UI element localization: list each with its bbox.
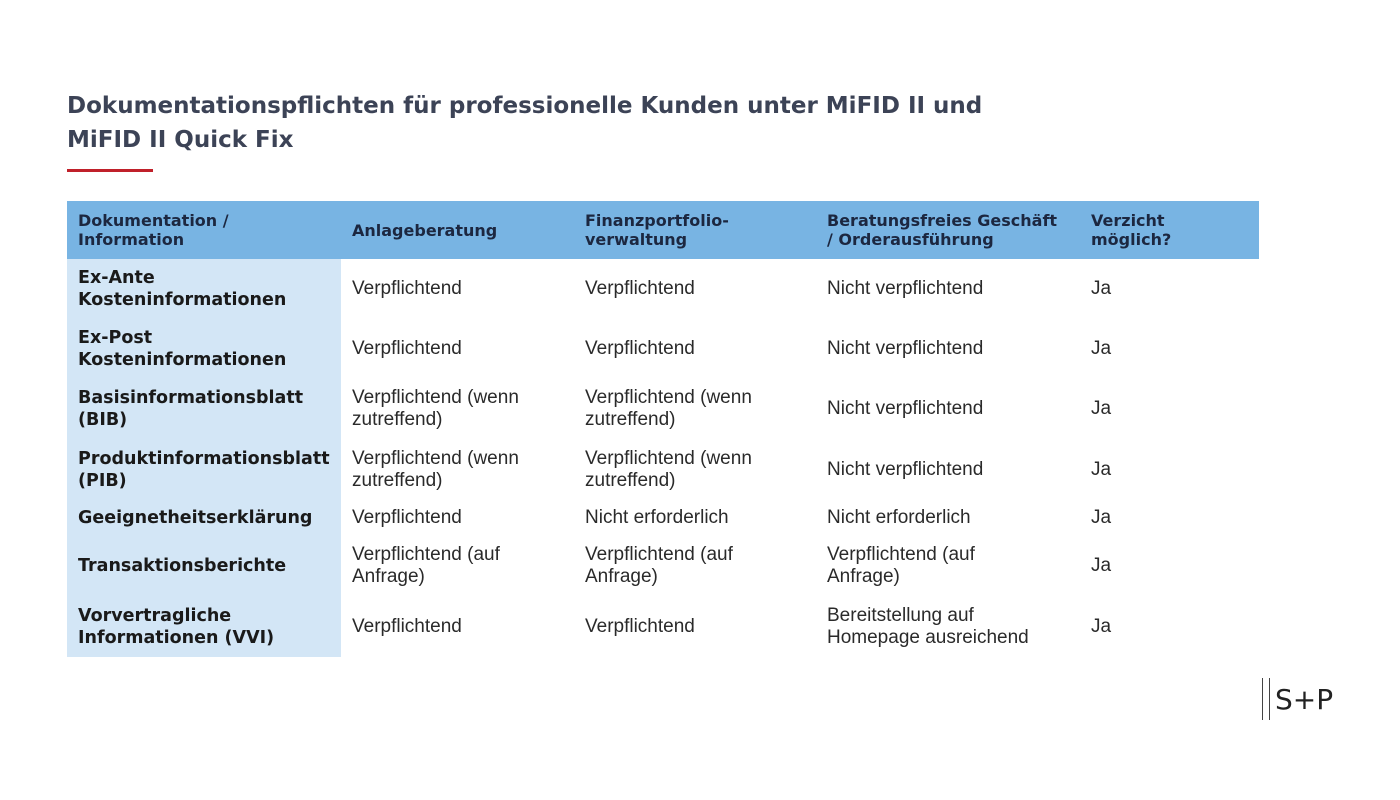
- table-cell: [1080, 500, 1259, 535]
- table-cell-text: Nicht verpflichtend: [827, 278, 984, 299]
- table-row: [67, 596, 1259, 657]
- table-cell-text: Verpflichtend: [352, 615, 462, 637]
- table-cell-text: Ja: [1091, 278, 1112, 299]
- column-header-text: Verzicht: [1091, 211, 1165, 230]
- column-header-text: möglich?: [1091, 230, 1172, 249]
- slide-title: [67, 89, 1007, 157]
- table-cell-text: Verpflichtend: [585, 615, 695, 637]
- row-label-text: Kosteninformationen: [78, 350, 287, 370]
- column-header: [67, 201, 341, 259]
- table-cell: [341, 379, 574, 439]
- table-cell: [816, 259, 1080, 319]
- table-cell-text: Ja: [1091, 506, 1112, 528]
- table-cell-text: Ja: [1091, 554, 1112, 576]
- table-cell-text: Homepage ausreichend: [827, 626, 1029, 648]
- column-header-text: Beratungsfreies Geschäft: [827, 211, 1058, 230]
- column-header-text: Dokumentation /: [78, 211, 229, 230]
- table-cell: [341, 596, 574, 657]
- row-label-text: Kosteninformationen: [78, 290, 287, 310]
- table-cell-text: zutreffend): [352, 409, 443, 430]
- table-body: [67, 259, 1259, 657]
- table-cell-text: Ja: [1091, 398, 1112, 419]
- row-label: [67, 259, 341, 319]
- table-cell-text: Bereitstellung auf: [827, 604, 974, 626]
- row-label: [67, 379, 341, 439]
- table-cell-text: Verpflichtend (auf: [352, 543, 500, 565]
- table-cell-text: Verpflichtend (wenn: [585, 447, 752, 469]
- table-row: [67, 319, 1259, 379]
- table-cell-text: Verpflichtend (auf: [827, 543, 975, 565]
- table-cell-text: Anfrage): [585, 565, 658, 587]
- table-cell-text: Verpflichtend (wenn: [352, 447, 519, 469]
- table-cell-text: Verpflichtend (wenn: [585, 387, 752, 408]
- table-cell: [574, 319, 816, 379]
- table-cell: [816, 596, 1080, 657]
- table-cell: [341, 500, 574, 535]
- table-cell-text: Anfrage): [352, 565, 425, 587]
- table-cell: [341, 439, 574, 500]
- table-cell-text: Verpflichtend (auf: [585, 543, 733, 565]
- row-label: [67, 535, 341, 596]
- table-row: [67, 259, 1259, 319]
- table-cell-text: Anfrage): [827, 565, 900, 587]
- table-cell: [574, 535, 816, 596]
- title-accent-rule: [67, 169, 153, 172]
- table-cell: [574, 259, 816, 319]
- column-header: [816, 201, 1080, 259]
- table-cell: [816, 319, 1080, 379]
- table-cell: [341, 535, 574, 596]
- table-cell: [816, 439, 1080, 500]
- row-label: [67, 596, 341, 657]
- column-header-text: / Orderausführung: [827, 230, 994, 249]
- table-cell-text: Nicht erforderlich: [585, 506, 729, 528]
- row-label-text: Informationen (VVI): [78, 627, 275, 648]
- column-header-text: Information: [78, 230, 185, 249]
- row-label: [67, 439, 341, 500]
- table-cell: [816, 379, 1080, 439]
- logo-text: S+P: [1275, 682, 1334, 716]
- row-label-text: Ex-Post: [78, 328, 153, 348]
- table-cell: [341, 259, 574, 319]
- row-label-text: Ex-Ante: [78, 268, 155, 288]
- table-cell: [1080, 439, 1259, 500]
- documentation-obligations-table: [67, 201, 1259, 657]
- table-cell-text: Verpflichtend: [585, 278, 695, 299]
- table-cell: [1080, 535, 1259, 596]
- column-header-text: Anlageberatung: [352, 220, 498, 240]
- table-cell: [1080, 259, 1259, 319]
- header-row: [67, 201, 1259, 259]
- column-header: [574, 201, 816, 259]
- table-cell-text: zutreffend): [585, 469, 676, 491]
- table-cell-text: Verpflichtend: [352, 278, 462, 299]
- table-row: [67, 535, 1259, 596]
- slide-title-line-2: MiFID II Quick Fix: [67, 127, 294, 154]
- table-cell-text: Ja: [1091, 338, 1112, 359]
- table-cell-text: zutreffend): [585, 409, 676, 430]
- row-label-text: (PIB): [78, 470, 127, 491]
- table-cell-text: Nicht verpflichtend: [827, 338, 984, 359]
- row-label-text: Geeignetheitserklärung: [78, 507, 313, 528]
- slide-title-line-1: Dokumentationspflichten für professionelle Kunden unter MiFID II und: [67, 93, 983, 120]
- table-cell-text: Verpflichtend: [585, 338, 695, 359]
- table-cell: [574, 439, 816, 500]
- table-cell: [574, 379, 816, 439]
- table-cell: [341, 319, 574, 379]
- column-header-text: verwaltung: [585, 230, 688, 249]
- row-label-text: Produktinformationsblatt: [78, 448, 330, 469]
- table-cell: [574, 500, 816, 535]
- table-row: [67, 500, 1259, 535]
- table-cell-text: Nicht verpflichtend: [827, 458, 984, 480]
- table-cell-text: Verpflichtend: [352, 338, 462, 359]
- table-cell: [1080, 319, 1259, 379]
- table-cell: [574, 596, 816, 657]
- column-header-text: Finanzportfolio-: [585, 211, 729, 230]
- table-cell-text: zutreffend): [352, 469, 443, 491]
- table-cell: [816, 500, 1080, 535]
- table-cell-text: Nicht erforderlich: [827, 506, 971, 528]
- row-label-text: (BIB): [78, 410, 128, 430]
- table-cell: [816, 535, 1080, 596]
- table-cell-text: Ja: [1091, 458, 1112, 480]
- row-label-text: Vorvertragliche: [78, 605, 232, 626]
- row-label-text: Basisinformationsblatt: [78, 388, 304, 408]
- column-header: [341, 201, 574, 259]
- column-header: [1080, 201, 1259, 259]
- table-cell-text: Verpflichtend: [352, 506, 462, 528]
- table-cell-text: Ja: [1091, 615, 1112, 637]
- sp-logo: [1262, 678, 1333, 720]
- table-cell: [1080, 596, 1259, 657]
- row-label-text: Transaktionsberichte: [78, 555, 287, 576]
- logo-double-bar-icon: [1262, 678, 1270, 720]
- row-label: [67, 319, 341, 379]
- row-label: [67, 500, 341, 535]
- table-header: [67, 201, 1259, 259]
- table-cell: [1080, 379, 1259, 439]
- table-cell-text: Nicht verpflichtend: [827, 398, 984, 419]
- table-row: [67, 439, 1259, 500]
- table-cell-text: Verpflichtend (wenn: [352, 387, 519, 408]
- table-row: [67, 379, 1259, 439]
